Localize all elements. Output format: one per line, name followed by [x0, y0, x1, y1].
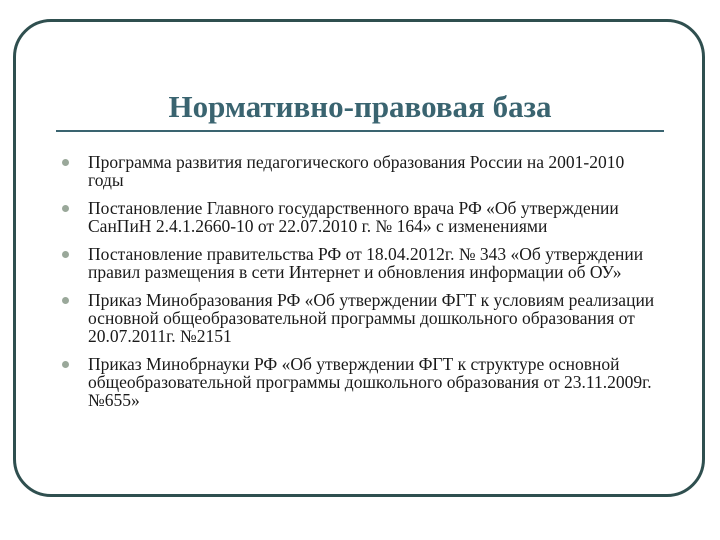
- title-underline: [56, 130, 664, 132]
- list-item: [60, 355, 660, 409]
- bullet-icon: [62, 251, 69, 258]
- list-item: [60, 245, 660, 281]
- page-title: Нормативно-правовая база: [168, 89, 552, 124]
- bullet-icon: [62, 159, 69, 166]
- bullet-icon: [62, 297, 69, 304]
- list-item-text: Приказ Минобразования РФ «Об утверждении ФГТ к условиям реализации основной общеобразовательной программы дошкольного образования от 20.07.2011г. №2151: [88, 290, 655, 346]
- list-item: [60, 199, 660, 235]
- list-item-text: Постановление правительства РФ от 18.04.2012г. № 343 «Об утверждении правил размещения в сети Интернет и обновления информации об ОУ»: [88, 244, 644, 282]
- bullet-list: [60, 153, 660, 419]
- list-item-text: Постановление Главного государственного врача РФ «Об утверждении СанПиН 2.4.1.2660-10 от 22.07.2010 г. № 164» с изменениями: [88, 198, 619, 236]
- bullet-icon: [62, 361, 69, 368]
- list-item-text: Программа развития педагогического образования России на 2001-2010 годы: [88, 152, 625, 190]
- list-item: [60, 291, 660, 345]
- list-item: [60, 153, 660, 189]
- list-item-text: Приказ Минобрнауки РФ «Об утверждении ФГТ к структуре основной общеобразовательной программы дошкольного образования от 23.11.2009г. №655»: [88, 354, 652, 410]
- bullet-icon: [62, 205, 69, 212]
